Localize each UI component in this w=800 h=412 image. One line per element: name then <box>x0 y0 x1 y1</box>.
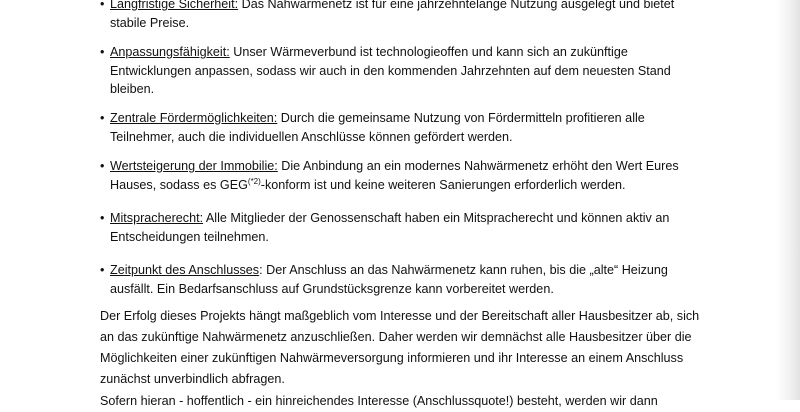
bullet-term: Anpassungsfähigkeit: <box>110 45 230 59</box>
bullet-text: : Der Anschluss an das Nahwärmenetz kann ruhen, bis die „alte“ Heizung ausfällt. Ein Bedarfsanschluss auf Grundstücksgrenze kann vorbereitet werden. <box>110 263 668 296</box>
bullet-text: Durch die gemeinsame Nutzung von Fördermitteln profitieren alle Teilnehmer, auch die individuellen Anschlüsse können gefördert werden. <box>110 111 645 144</box>
bullet-term: Zeitpunkt des Anschlusses <box>110 263 260 277</box>
bullet-marker: • <box>100 0 105 11</box>
list-item-mitspracherecht <box>100 209 700 246</box>
bullet-marker: • <box>100 211 105 225</box>
bullet-text: Das Nahwärmenetz ist für eine jahrzehntelange Nutzung ausgelegt und bietet stabile Preise. <box>110 0 675 30</box>
list-item-wertsteigerung <box>100 157 700 194</box>
bullet-term: Zentrale Fördermöglichkeiten: <box>110 111 278 125</box>
footnote-reference: (*2) <box>247 176 261 186</box>
bullet-marker: • <box>100 111 105 125</box>
bullet-marker: • <box>100 263 105 277</box>
bullet-text: Unser Wärmeverbund ist technologieoffen und kann sich an zukünftige Entwicklungen anpassen, sodass wir auch in den kommenden Jahrzehnten auf dem neuesten Stand bleiben. <box>110 45 671 96</box>
bullet-term: Langfristige Sicherheit: <box>110 0 239 11</box>
body-paragraph: Der Erfolg dieses Projekts hängt maßgeblich vom Interesse und der Bereitschaft aller Hausbesitzer ab, sich an das zukünftige Nahwärmenetz anzuschließen. Daher werden wir demnächst alle Hausbesitzer über die Möglichkeiten einer zukünftigen Nahwärmeversorgung informieren und ihr Interesse an einem Anschluss zunächst unverbindlich abfragen. <box>100 309 700 386</box>
list-item-zeitpunkt-anschluss <box>100 261 700 298</box>
bullet-text-continued: -konform ist und keine weiteren Sanierungen erforderlich werden. <box>260 177 626 192</box>
body-paragraph-cut: Sofern hieran - hoffentlich - ein hinreichendes Interesse (Anschlussquote!) besteht, werden wir dann <box>100 394 658 408</box>
list-item-zentrale-foerdermoeglichkeiten <box>100 109 700 146</box>
bullet-text: Alle Mitglieder der Genossenschaft haben ein Mitspracherecht und können aktiv an Entscheidungen teilnehmen. <box>110 211 670 244</box>
page-edge-shadow <box>776 0 800 400</box>
bullet-marker: • <box>100 159 105 173</box>
bullet-term: Wertsteigerung der Immobilie: <box>110 159 278 173</box>
list-item-anpassungsfaehigkeit <box>100 43 700 99</box>
bullet-term: Mitspracherecht: <box>110 211 204 225</box>
bullet-marker: • <box>100 45 105 59</box>
list-item-langfristige-sicherheit <box>100 0 700 32</box>
bullet-text: Die Anbindung an ein modernes Nahwärmenetz erhöht den Wert Eures Hauses, sodass es GEG <box>110 159 679 192</box>
